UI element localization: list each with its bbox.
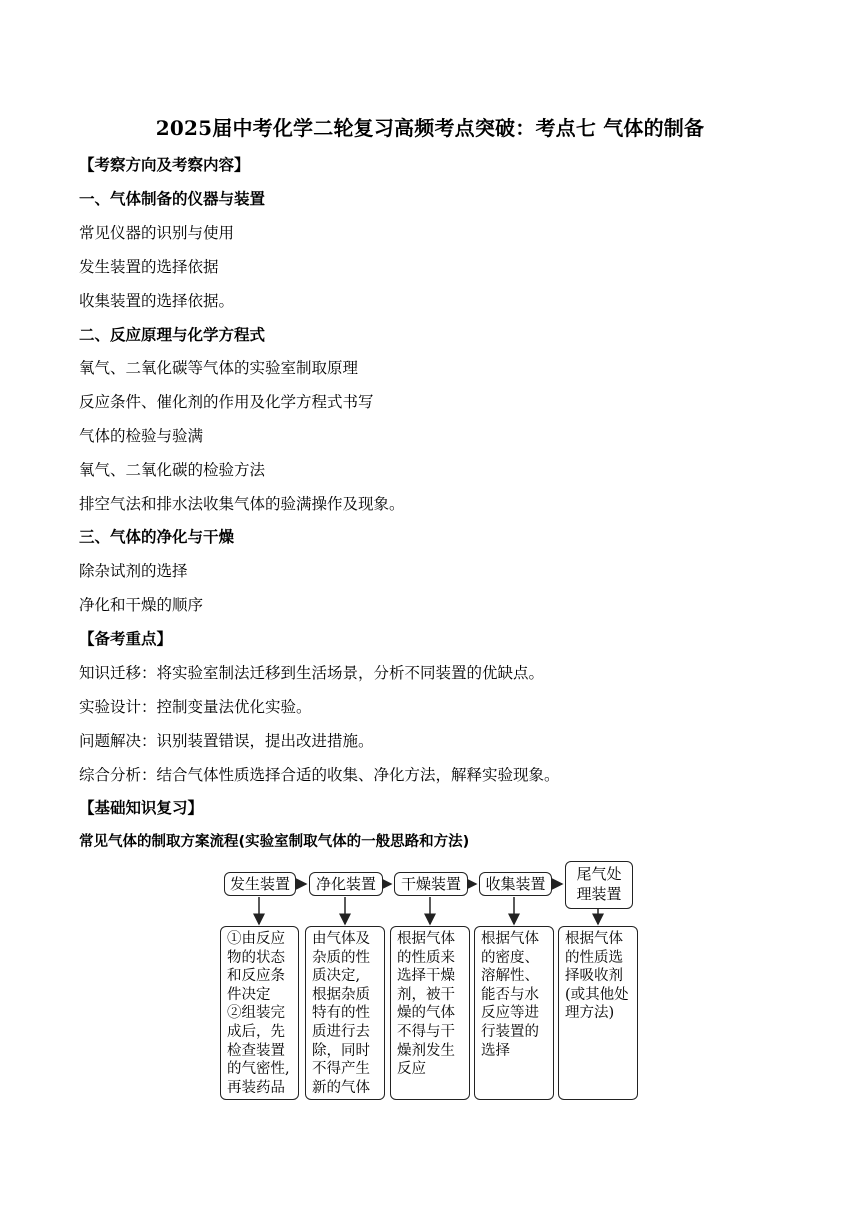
flow-step-purification: 净化装置 xyxy=(309,872,383,896)
part3-heading: 三、气体的净化与干燥 xyxy=(79,527,235,546)
part1-item: 收集装置的选择依据。 xyxy=(79,292,235,310)
flow-step-collection: 收集装置 xyxy=(479,872,552,896)
flow-title: 常见气体的制取方案流程(实验室制取气体的一般思路和方法) xyxy=(79,834,470,850)
section-heading-exam-focus: 【考察方向及考察内容】 xyxy=(79,155,250,174)
part2-item: 氧气、二氧化碳的检验方法 xyxy=(79,461,266,479)
part2-item: 反应条件、催化剂的作用及化学方程式书写 xyxy=(79,393,374,411)
flow-desc-tail-gas: 根据气体 的性质选 择吸收剂 (或其他处 理方法) xyxy=(558,926,638,1100)
flow-step-tail-gas-line1: 尾气处 xyxy=(576,865,622,883)
part2-heading: 二、反应原理与化学方程式 xyxy=(79,325,266,344)
flow-step-generation: 发生装置 xyxy=(224,872,296,896)
flow-desc-drying: 根据气体 的性质来 选择干燥 剂，被干 燥的气体 不得与干 燥剂发生 反应 xyxy=(390,926,470,1100)
flow-desc-generation: ①由反应 物的状态 和反应条 件决定 ②组装完 成后，先 检查装置 的气密性, 再装药品 xyxy=(220,926,299,1100)
key-point: 实验设计：控制变量法优化实验。 xyxy=(79,698,312,716)
part1-item: 常见仪器的识别与使用 xyxy=(79,224,235,242)
part3-item: 除杂试剂的选择 xyxy=(79,562,188,580)
key-point: 知识迁移：将实验室制法迁移到生活场景，分析不同装置的优缺点。 xyxy=(79,664,545,682)
section-heading-basics: 【基础知识复习】 xyxy=(79,798,204,817)
part2-item: 气体的检验与验满 xyxy=(79,427,204,445)
flow-step-tail-gas xyxy=(565,861,633,909)
part2-item: 排空气法和排水法收集气体的验满操作及现象。 xyxy=(79,495,405,513)
part1-item: 发生装置的选择依据 xyxy=(79,258,219,276)
flow-step-drying: 干燥装置 xyxy=(394,872,468,896)
section-heading-key-points: 【备考重点】 xyxy=(79,629,173,648)
key-point: 综合分析：结合气体性质选择合适的收集、净化方法，解释实验现象。 xyxy=(79,766,560,784)
document-title: 2025届中考化学二轮复习高频考点突破：考点七 气体的制备 xyxy=(155,116,705,140)
flow-desc-purification: 由气体及 杂质的性 质决定, 根据杂质 特有的性 质进行去 除，同时 不得产生 新的气体 xyxy=(305,926,385,1100)
key-point: 问题解决：识别装置错误，提出改进措施。 xyxy=(79,732,374,750)
flow-step-tail-gas-line2: 理装置 xyxy=(576,885,622,903)
flow-desc-collection: 根据气体 的密度、 溶解性、 能否与水 反应等进 行装置的 选择 xyxy=(474,926,554,1100)
part1-heading: 一、气体制备的仪器与装置 xyxy=(79,189,266,208)
part3-item: 净化和干燥的顺序 xyxy=(79,596,204,614)
part2-item: 氧气、二氧化碳等气体的实验室制取原理 xyxy=(79,359,359,377)
